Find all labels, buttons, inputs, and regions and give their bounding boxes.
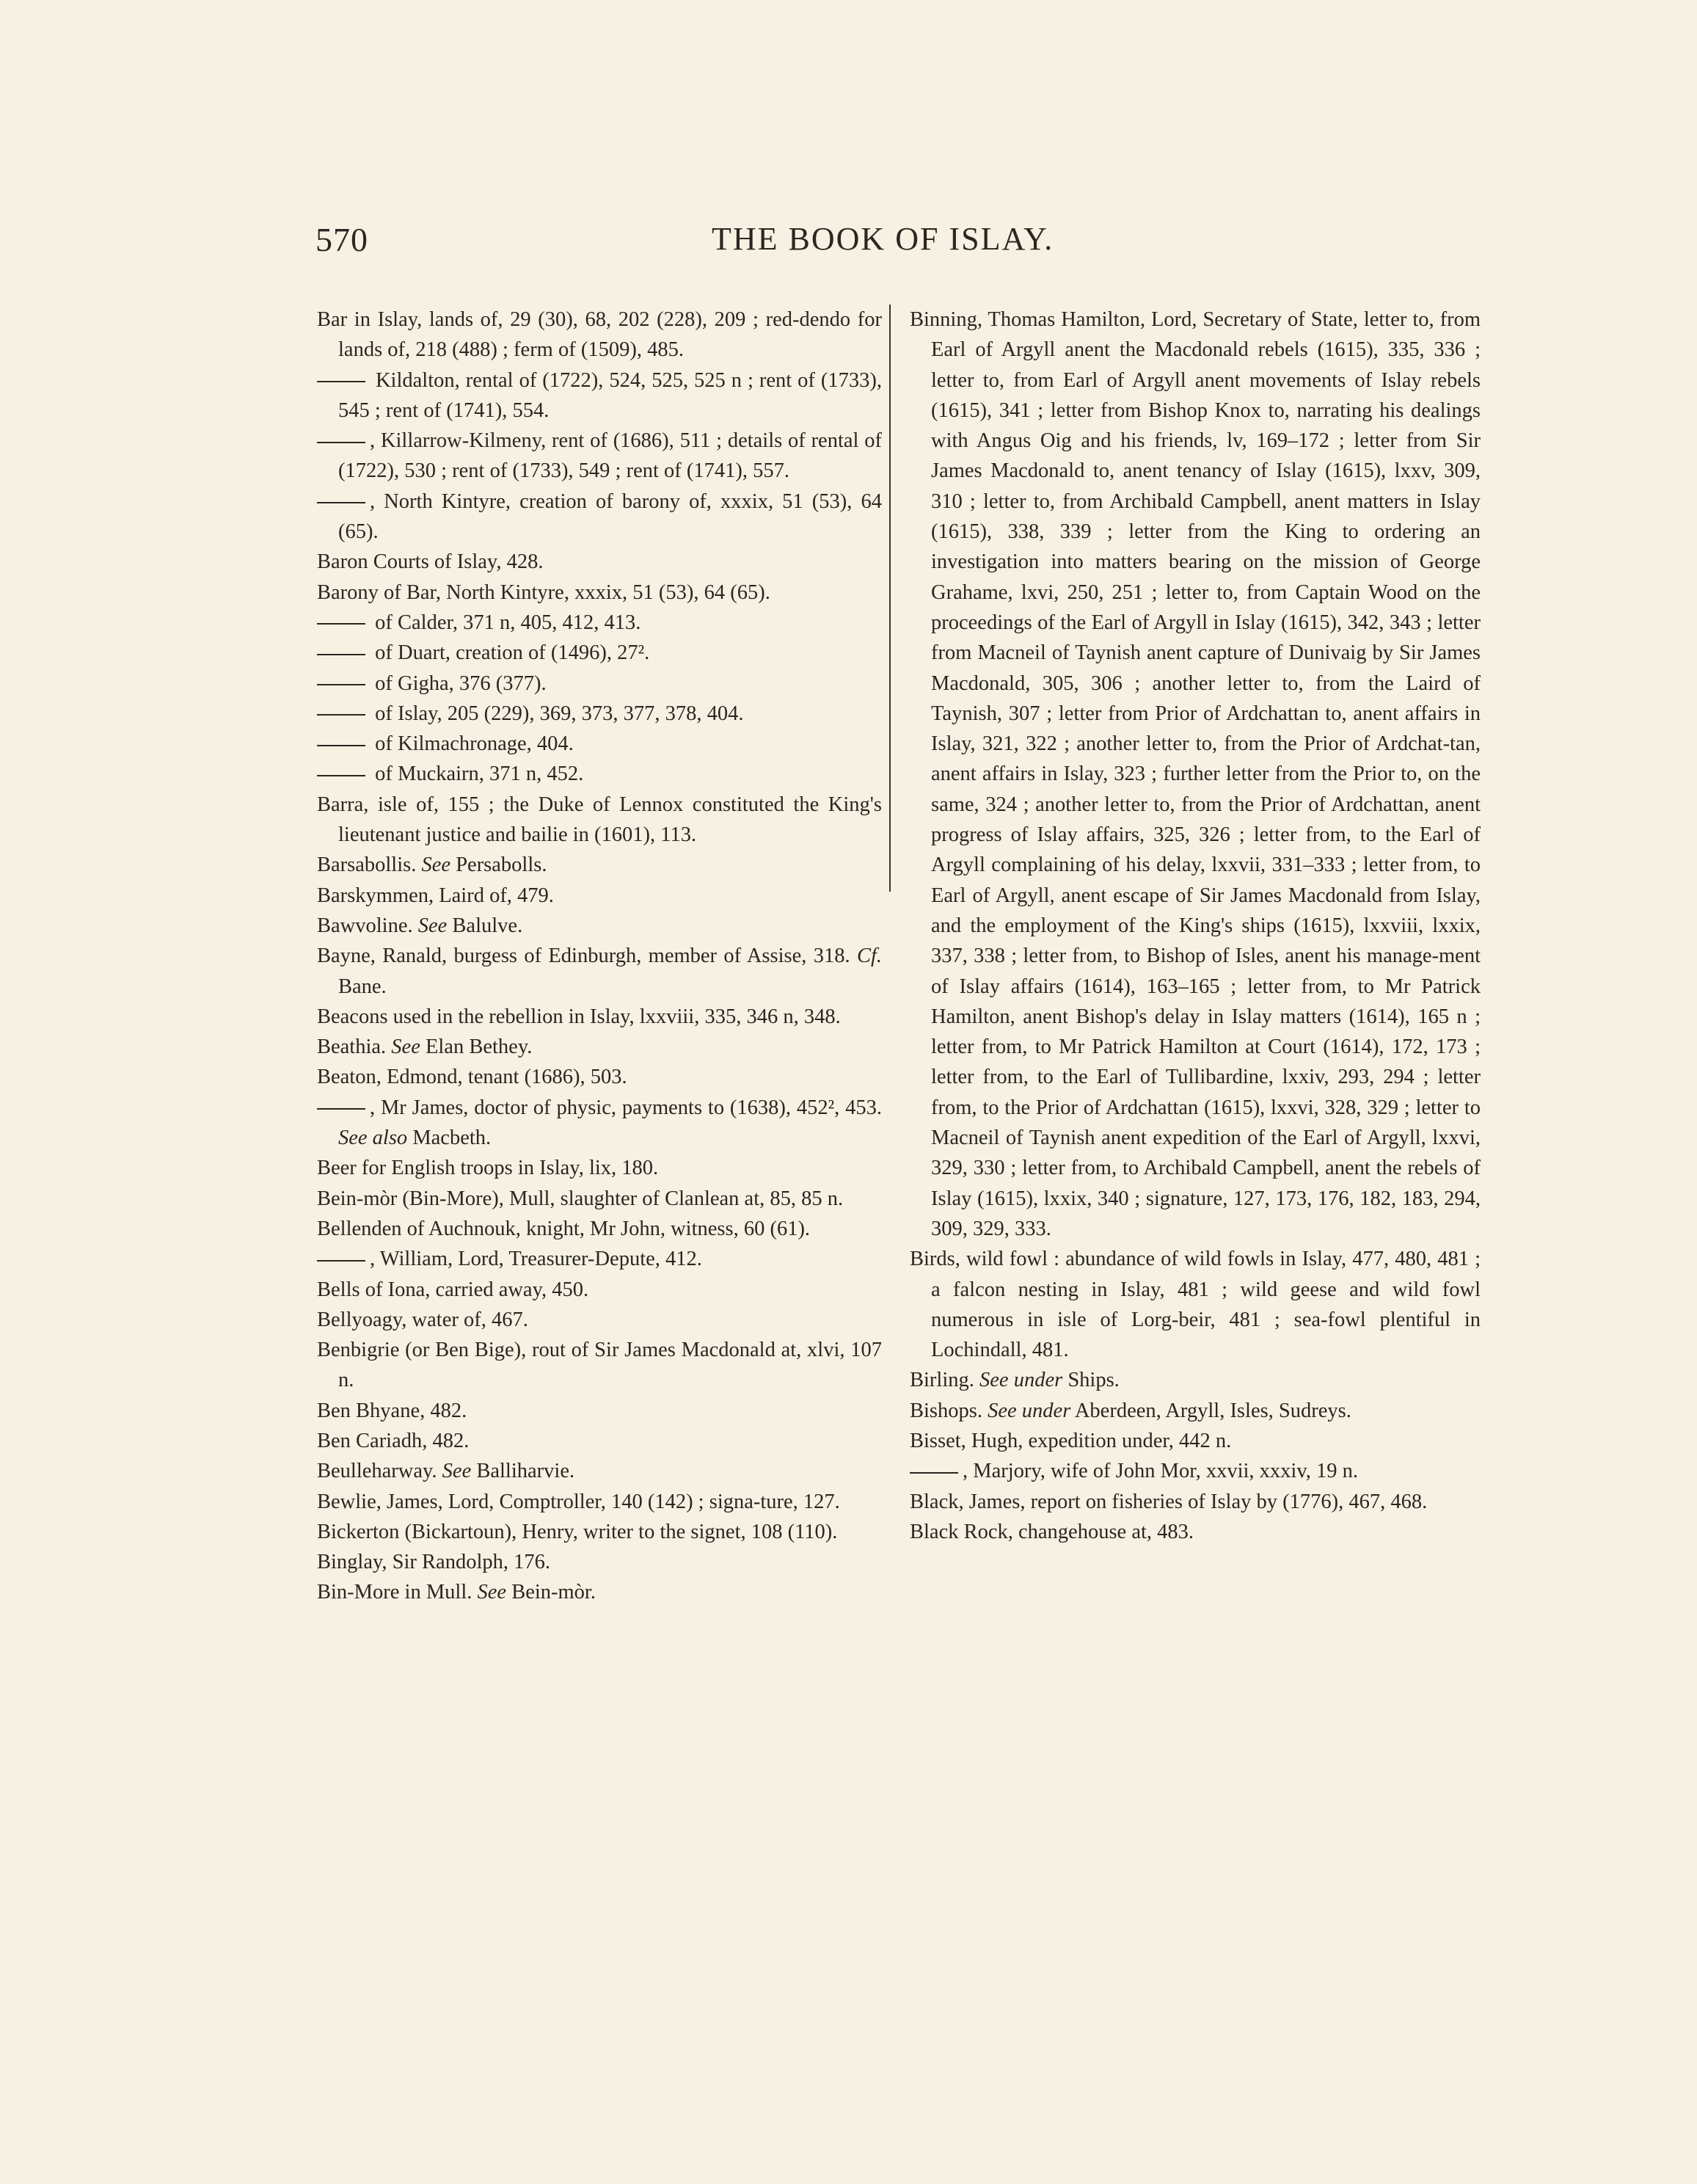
index-entry: [910, 1396, 1481, 1426]
ditto-dash: [317, 714, 365, 716]
index-entry: [910, 1244, 1481, 1365]
entry-text: of Calder, 371 n, 405, 412, 413.: [370, 611, 641, 634]
entry-text: Beathia.: [317, 1035, 387, 1059]
entry-text: Bewlie, James, Lord, Comptroller, 140 (142) ; signa-ture, 127.: [317, 1490, 840, 1513]
entry-text: Benbigrie (or Ben Bige), rout of Sir James Macdonald at, xlvi, 107 n.: [317, 1339, 882, 1392]
cross-reference-target: Bane.: [338, 975, 387, 998]
index-column-left: [317, 305, 882, 1608]
ditto-dash: [317, 1108, 365, 1110]
cross-reference-label: See: [391, 1035, 420, 1059]
entry-text: , Marjory, wife of John Mor, xxvii, xxxiv, 19 n.: [963, 1460, 1358, 1483]
index-entry: [317, 1335, 882, 1396]
index-entry: [317, 1426, 882, 1456]
cross-reference-label: Cf.: [856, 944, 882, 968]
page-header: [315, 220, 1071, 267]
index-entry: [910, 1426, 1481, 1456]
ditto-dash: [317, 442, 365, 443]
cross-reference-target: Balliharvie.: [471, 1460, 575, 1483]
index-entry: [317, 1577, 882, 1607]
entry-text: Barsabollis.: [317, 853, 417, 877]
cross-reference-label: See under: [988, 1399, 1071, 1422]
index-entry: [317, 1153, 882, 1183]
entry-text: Barskymmen, Laird of, 479.: [317, 884, 554, 907]
entry-text: , Mr James, doctor of physic, payments to (1638), 452², 453.: [370, 1096, 882, 1119]
ditto-dash: [317, 654, 365, 655]
index-entry: [317, 850, 882, 880]
index-entry: [317, 1214, 882, 1244]
cross-reference-label: See: [417, 914, 448, 937]
index-entry: [910, 1456, 1481, 1486]
index-entry: [910, 1365, 1481, 1395]
ditto-dash: [317, 502, 365, 503]
ditto-dash: [317, 1260, 365, 1262]
entry-text: of Gigha, 376 (377).: [370, 671, 547, 695]
entry-text: Ben Bhyane, 482.: [317, 1399, 467, 1422]
entry-text: Bar in Islay, lands of, 29 (30), 68, 202 (228), 209 ; red-dendo for lands of, 218 (488) ; ferm of (1509), 485.: [317, 308, 882, 362]
entry-text: Bells of Iona, carried away, 450.: [317, 1278, 589, 1301]
entry-text: Bickerton (Bickartoun), Henry, writer to the signet, 108 (110).: [317, 1520, 838, 1543]
index-entry: [317, 1456, 882, 1486]
entry-text: Bin-More in Mull.: [317, 1581, 472, 1604]
index-entry: [910, 1487, 1481, 1517]
entry-text: of Muckairn, 371 n, 452.: [370, 762, 584, 786]
index-entry: [317, 1396, 882, 1426]
index-entry: [317, 1547, 882, 1577]
entry-text: Bein-mòr (Bin-More), Mull, slaughter of Clanlean at, 85, 85 n.: [317, 1187, 844, 1210]
index-entry: [317, 1002, 882, 1032]
entry-text: , Killarrow-Kilmeny, rent of (1686), 511 ; details of rental of (1722), 530 ; rent of (1733), 549 ; rent of (1741), 557.: [338, 429, 882, 483]
index-entry: [317, 1487, 882, 1517]
entry-text: of Islay, 205 (229), 369, 373, 377, 378, 404.: [370, 702, 744, 725]
entry-text: Beer for English troops in Islay, lix, 180.: [317, 1157, 659, 1180]
index-entry: [317, 305, 882, 365]
index-entry: [910, 1517, 1481, 1547]
index-entry: [317, 1244, 882, 1274]
ditto-dash: [910, 1472, 958, 1474]
index-entry: [317, 578, 882, 608]
entry-text: , William, Lord, Treasurer-Depute, 412.: [370, 1248, 702, 1271]
entry-text: Beaton, Edmond, tenant (1686), 503.: [317, 1066, 627, 1089]
index-entry: [317, 1062, 882, 1092]
index-entry: [317, 729, 882, 759]
cross-reference-target: Persabolls.: [450, 853, 547, 877]
entry-text: of Kilmachronage, 404.: [370, 732, 574, 756]
entry-text: Kildalton, rental of (1722), 524, 525, 525 n ; rent of (1733), 545 ; rent of (1741), 554.: [338, 368, 882, 422]
cross-reference-target: Ships.: [1062, 1369, 1120, 1392]
cross-reference-target: Macbeth.: [407, 1126, 492, 1150]
index-entry: [317, 790, 882, 851]
entry-text: Bellenden of Auchnouk, knight, Mr John, witness, 60 (61).: [317, 1217, 811, 1240]
entry-text: Birds, wild fowl : abundance of wild fowls in Islay, 477, 480, 481 ; a falcon nesting in Islay, 481 ; wild geese and wild fowl numerous in isle of Lorg-beir, 481 ; sea-fowl plentiful in Lochindall, 481.: [910, 1248, 1481, 1362]
entry-text: , North Kintyre, creation of barony of, xxxix, 51 (53), 64 (65).: [338, 489, 882, 544]
cross-reference-label: See also: [338, 1126, 408, 1150]
cross-reference-target: Aberdeen, Argyll, Isles, Sudreys.: [1070, 1399, 1351, 1422]
entry-text: Barony of Bar, North Kintyre, xxxix, 51 (53), 64 (65).: [317, 580, 770, 604]
ditto-dash: [317, 745, 365, 746]
ditto-dash: [317, 684, 365, 685]
index-entry: [317, 881, 882, 911]
entry-text: Binglay, Sir Randolph, 176.: [317, 1551, 550, 1574]
entry-text: Binning, Thomas Hamilton, Lord, Secretary of State, letter to, from Earl of Argyll anent the Macdonald rebels (1615), 335, 336 ; letter to, from Earl of Argyll anent movements of Islay rebels (1615), 341 ; letter from Bishop Knox to, narrating his dealings with Angus Oig and his friends, lv, 169–172 ; letter from Sir James Macdonald to, anent tenancy of Islay (1615), lxxv, 309, 310 ; letter to, from Archibald Campbell, anent matters in Islay (1615), 338, 339 ; letter from the King to ordering an investigation into matters bearing on the mission of George Grahame, lxvi, 250, 251 ; letter to, from Captain Wood on the proceedings of the Earl of Argyll in Islay (1615), 342, 343 ; letter from Macneil of Taynish anent capture of Dunivaig by Sir James Macdonald, 305, 306 ; another letter to, from the Laird of Taynish, 307 ; letter from Prior of Ardchattan to, anent affairs in Islay, 321, 322 ; another letter to, from the Prior of Ardchat-tan, anent affairs in Islay, 323 ; further letter from the Prior to, on the same, 324 ; another letter to, from the Prior of Ardchattan, anent progress of Islay affairs, 325, 326 ; letter from, to the Earl of Argyll complaining of his delay, lxxvii, 331–333 ; letter from, to Earl of Argyll, anent escape of Sir James Macdonald from Islay, and the employment of the King's ships (1615), lxxviii, lxxix, 337, 338 ; letter from, to Bishop of Isles, anent his manage-ment of Islay affairs (1614), 163–165 ; letter from, to Mr Patrick Hamilton, anent Bishop's delay in Islay matters (1614), 165 n ; letter from, to Mr Patrick Hamilton at Court (1614), 172, 173 ; letter from, to the Earl of Tullibardine, lxxiv, 293, 294 ; letter from, to the Prior of Ardchattan (1615), lxxvi, 328, 329 ; letter to Macneil of Taynish anent expedition of the Earl of Argyll, lxxvi, 329, 330 ; letter from, to Archibald Campbell, anent the rebels of Islay (1615), lxxix, 340 ; signature, 127, 173, 176, 182, 183, 294, 309, 329, 333.: [910, 308, 1481, 1240]
page-number: 570: [315, 221, 368, 258]
entry-text: Bellyoagy, water of, 467.: [317, 1308, 528, 1331]
index-entry: [317, 608, 882, 638]
index-entry: [317, 1275, 882, 1305]
cross-reference-label: See: [442, 1460, 472, 1483]
index-entry: [317, 669, 882, 699]
cross-reference-target: Elan Bethey.: [420, 1035, 533, 1059]
column-divider: [889, 305, 891, 892]
running-title: THE BOOK OF ISLAY.: [712, 221, 1054, 257]
index-entry: [317, 365, 882, 426]
entry-text: Beulleharway.: [317, 1460, 437, 1483]
entry-text: of Duart, creation of (1496), 27².: [370, 641, 650, 665]
entry-text: Bawvoline.: [317, 914, 413, 937]
entry-text: Black, James, report on fisheries of Islay by (1776), 467, 468.: [910, 1490, 1428, 1513]
index-entry: [317, 1305, 882, 1335]
index-entry: [317, 426, 882, 487]
entry-text: Baron Courts of Islay, 428.: [317, 550, 544, 574]
cross-reference-label: See under: [979, 1369, 1063, 1392]
cross-reference-label: See: [421, 853, 451, 877]
entry-text: Barra, isle of, 155 ; the Duke of Lennox constituted the King's lieutenant justice and bailie in (1601), 113.: [317, 793, 882, 847]
ditto-dash: [317, 775, 365, 776]
entry-text: Black Rock, changehouse at, 483.: [910, 1520, 1194, 1543]
cross-reference-target: Bein-mòr.: [506, 1581, 596, 1604]
index-entry: [317, 638, 882, 668]
entry-text: Ben Cariadh, 482.: [317, 1429, 470, 1452]
entry-text: Bayne, Ranald, burgess of Edinburgh, member of Assise, 318.: [317, 944, 850, 968]
entry-text: Bisset, Hugh, expedition under, 442 n.: [910, 1429, 1232, 1452]
ditto-dash: [317, 623, 365, 625]
cross-reference-label: See: [477, 1581, 507, 1604]
index-entry: [317, 1184, 882, 1214]
index-entry: [317, 699, 882, 729]
index-entry: [317, 487, 882, 547]
cross-reference-target: Balulve.: [447, 914, 523, 937]
index-entry: [317, 759, 882, 789]
index-entry: [317, 1517, 882, 1547]
entry-text: Beacons used in the rebellion in Islay, lxxviii, 335, 346 n, 348.: [317, 1005, 841, 1028]
index-entry: [317, 911, 882, 941]
ditto-dash: [317, 381, 365, 382]
index-column-right: [910, 305, 1481, 1547]
index-entry: [317, 1093, 882, 1154]
entry-text: Bishops.: [910, 1399, 982, 1422]
index-entry: [317, 1032, 882, 1062]
index-entry: [910, 305, 1481, 1244]
index-entry: [317, 941, 882, 1002]
index-entry: [317, 547, 882, 577]
entry-text: Birling.: [910, 1369, 974, 1392]
